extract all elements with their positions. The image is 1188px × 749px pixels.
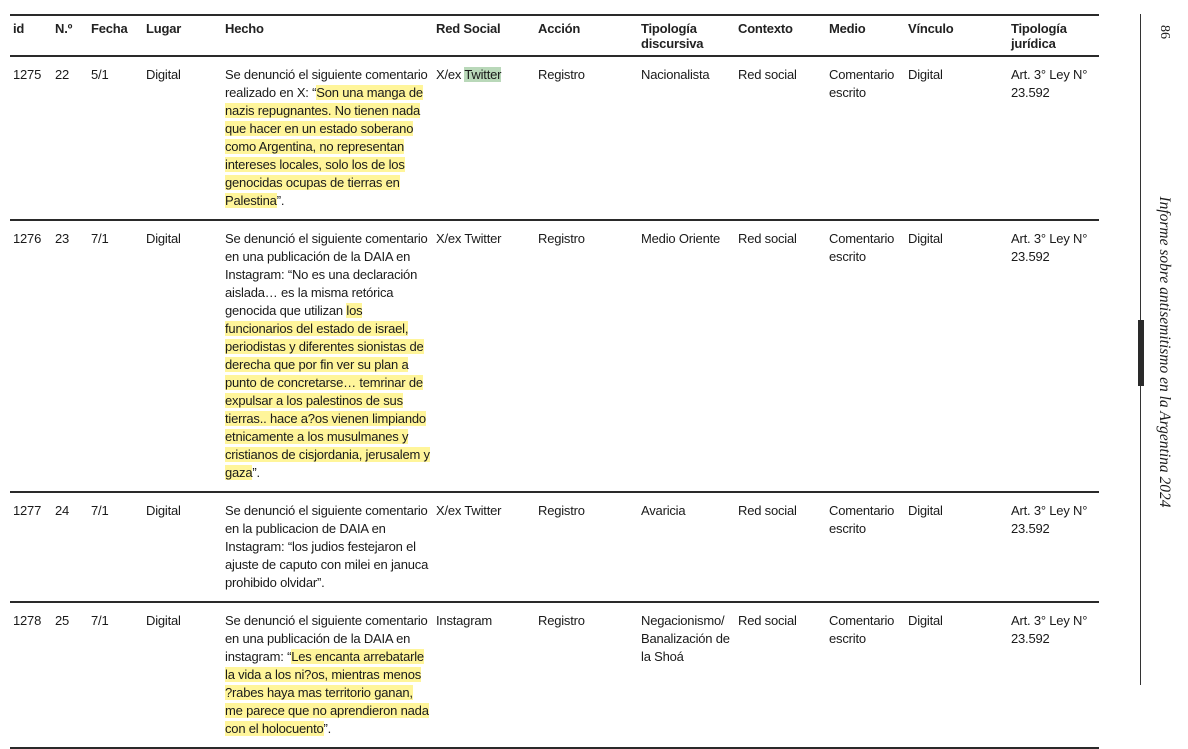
page-margin-rule <box>1138 14 1146 685</box>
table-header <box>10 15 1099 56</box>
cell-hecho <box>222 602 433 748</box>
cell-medio: Comentario escrito <box>826 602 905 748</box>
cell-lugar: Digital <box>143 220 222 492</box>
cell-red-social <box>433 220 535 492</box>
cell-tipologia-discursiva: Negacionismo/ Banalización de la Shoá <box>638 602 735 748</box>
incident-table <box>10 14 1099 749</box>
cell-contexto: Red social <box>735 602 826 748</box>
cell-hecho <box>222 220 433 492</box>
cell-tipologia-juridica: Art. 3° Ley N° 23.592 <box>1008 220 1099 492</box>
cell-id: 1275 <box>10 56 52 220</box>
cell-tipologia-juridica: Art. 3° Ley N° 23.592 <box>1008 602 1099 748</box>
cell-n: 24 <box>52 492 88 602</box>
cell-fecha: 7/1 <box>88 492 143 602</box>
margin-thumb-tab <box>1138 320 1144 386</box>
cell-medio: Comentario escrito <box>826 56 905 220</box>
cell-contexto: Red social <box>735 492 826 602</box>
cell-accion: Registro <box>535 220 638 492</box>
cell-tipologia-juridica: Art. 3° Ley N° 23.592 <box>1008 56 1099 220</box>
col-header-contexto: Contexto <box>735 15 826 56</box>
hecho-text: Se denunció el siguiente comentario realizado en X: “ <box>225 67 428 100</box>
hecho-text: Se denunció el siguiente comentario en una publicación de la DAIA en Instagram: “No es una declaración aislada… es la misma retórica genocida que utilizan <box>225 231 428 318</box>
col-header-tipologia-discursiva-line1: Tipología <box>641 21 697 36</box>
cell-vinculo: Digital <box>905 220 1008 492</box>
cell-n: 23 <box>52 220 88 492</box>
cell-lugar: Digital <box>143 56 222 220</box>
cell-accion: Registro <box>535 492 638 602</box>
col-header-tipologia-juridica-line2: jurídica <box>1011 36 1056 51</box>
cell-tipologia-discursiva: Avaricia <box>638 492 735 602</box>
hecho-text-end: ”. <box>276 193 285 208</box>
cell-fecha: 7/1 <box>88 602 143 748</box>
cell-medio: Comentario escrito <box>826 492 905 602</box>
red-social-text: X/ex Twitter <box>436 503 502 518</box>
cell-red-social <box>433 56 535 220</box>
hecho-text-end: ”. <box>252 465 260 480</box>
cell-vinculo: Digital <box>905 602 1008 748</box>
red-social-text: X/ex <box>436 67 465 82</box>
table-header-row <box>10 15 1099 56</box>
cell-n: 22 <box>52 56 88 220</box>
running-title: Informe sobre antisemitismo en la Argentina 2024 <box>1156 196 1173 508</box>
table-body <box>10 56 1099 748</box>
col-header-fecha: Fecha <box>88 15 143 56</box>
cell-accion: Registro <box>535 602 638 748</box>
cell-id: 1278 <box>10 602 52 748</box>
cell-vinculo: Digital <box>905 56 1008 220</box>
red-social-text: X/ex Twitter <box>436 231 502 246</box>
page-number: 86 <box>1157 25 1172 39</box>
col-header-tipologia-discursiva <box>638 15 735 56</box>
cell-lugar: Digital <box>143 602 222 748</box>
col-header-vinculo: Vínculo <box>905 15 1008 56</box>
cell-medio: Comentario escrito <box>826 220 905 492</box>
cell-id: 1276 <box>10 220 52 492</box>
red-social-highlight: Twitter <box>464 67 502 82</box>
col-header-lugar: Lugar <box>143 15 222 56</box>
hecho-text: Se denunció el siguiente comentario en la publicacion de DAIA en Instagram: “los judios festejaron el ajuste de caputo con milei en janucа prohibido olvidar”. <box>225 503 429 590</box>
table-row <box>10 220 1099 492</box>
col-header-tipologia-juridica-line1: Tipología <box>1011 21 1067 36</box>
cell-contexto: Red social <box>735 56 826 220</box>
cell-tipologia-juridica: Art. 3° Ley N° 23.592 <box>1008 492 1099 602</box>
hecho-highlighted-quote: los funcionarios del estado de israel, periodistas y diferentes sionistas de derecha que por fin ver su plan a punto de concretarse… temrinar de expulsar a los palestinos de sus tierras.. hace a?os vienen limpiando etnicamente a los musulmanes y cristianos de cisjordania, jerusalem y gaza <box>225 303 430 480</box>
cell-lugar: Digital <box>143 492 222 602</box>
cell-red-social <box>433 492 535 602</box>
col-header-tipologia-juridica <box>1008 15 1099 56</box>
cell-vinculo: Digital <box>905 492 1008 602</box>
hecho-highlighted-quote: Son una manga de nazis repugnantes. No tienen nada que hacer en un estado soberano como Argentina, no representan intereses locales, solo los de los genocidas ocupas de tierras en Palestina <box>225 85 423 208</box>
cell-accion: Registro <box>535 56 638 220</box>
col-header-medio: Medio <box>826 15 905 56</box>
cell-contexto: Red social <box>735 220 826 492</box>
table-row <box>10 56 1099 220</box>
hecho-highlighted-quote: Les encanta arrebatarle la vida a los ni?os, mientras menos ?rabes haya mas territorio ganan, me parece que no aprendieron nada con el holocuento <box>225 649 429 736</box>
incident-table-wrapper <box>10 14 1099 749</box>
cell-fecha: 5/1 <box>88 56 143 220</box>
cell-n: 25 <box>52 602 88 748</box>
col-header-accion: Acción <box>535 15 638 56</box>
cell-hecho <box>222 56 433 220</box>
col-header-id: id <box>10 15 52 56</box>
cell-tipologia-discursiva: Nacionalista <box>638 56 735 220</box>
hecho-text-end: ”. <box>323 721 332 736</box>
red-social-text: Instagram <box>436 613 493 628</box>
col-header-hecho: Hecho <box>222 15 433 56</box>
cell-tipologia-discursiva: Medio Oriente <box>638 220 735 492</box>
table-row <box>10 602 1099 748</box>
col-header-tipologia-discursiva-line2: discursiva <box>641 36 704 51</box>
cell-red-social <box>433 602 535 748</box>
cell-id: 1277 <box>10 492 52 602</box>
table-row <box>10 492 1099 602</box>
cell-fecha: 7/1 <box>88 220 143 492</box>
col-header-n: N.º <box>52 15 88 56</box>
hecho-text: Se denunció el siguiente comentario en una publicación de la DAIA en instagram: “ <box>225 613 428 664</box>
col-header-red-social: Red Social <box>433 15 535 56</box>
cell-hecho <box>222 492 433 602</box>
